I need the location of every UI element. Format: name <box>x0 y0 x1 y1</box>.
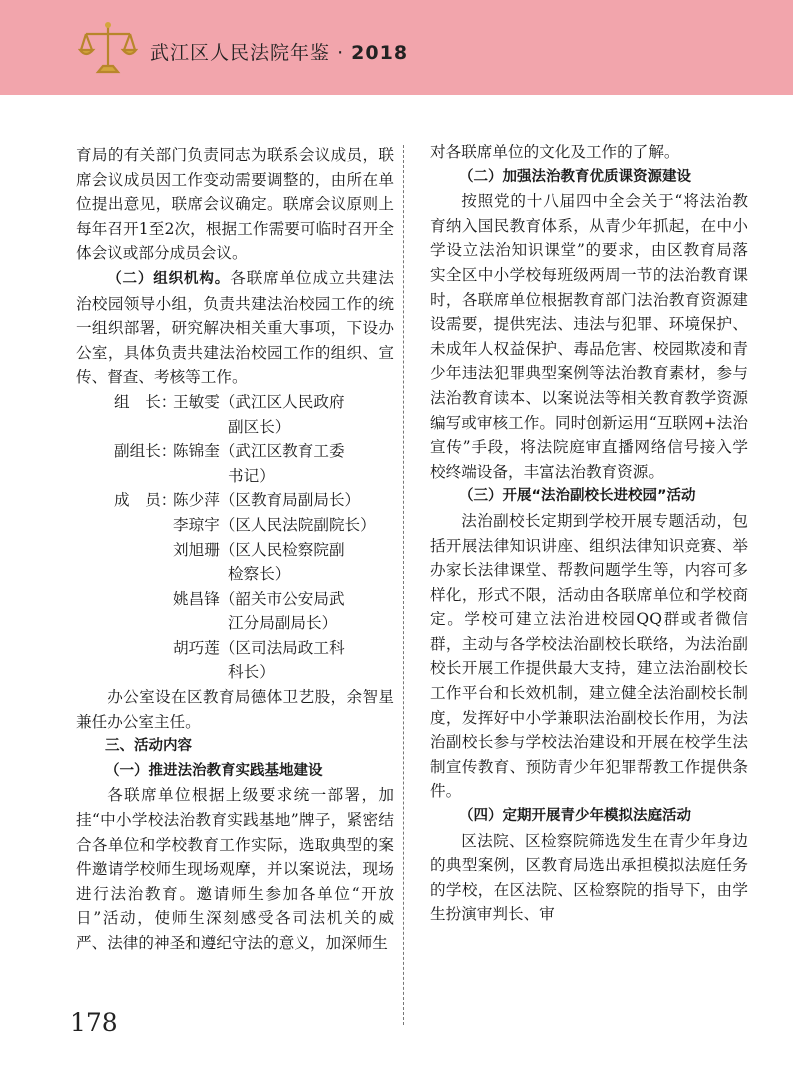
member-list <box>76 390 394 685</box>
paragraph: 对各联席单位的文化及工作的了解。 <box>430 143 680 161</box>
subheading: （二）组织机构。 <box>107 270 231 287</box>
page-number: 178 <box>70 1008 118 1037</box>
member-row: 姚昌锋（韶关市公安局武 江分局副局长） <box>173 589 345 633</box>
header-banner <box>0 0 793 95</box>
column-divider <box>403 145 404 1025</box>
scales-of-justice-icon <box>78 20 138 76</box>
member-row: 组 长： 王敏雯（武江区人民政府 副区长） <box>114 392 345 436</box>
subheading: （四）定期开展青少年模拟法庭活动 <box>459 808 691 825</box>
subheading: （二）加强法治教育优质课资源建设 <box>459 168 691 185</box>
right-column <box>430 140 748 927</box>
member-row: 成 员： 陈少萍（区教育局副局长） <box>114 491 361 510</box>
member-row: 李琼宇（区人民法院副院长） <box>173 515 376 534</box>
left-column <box>76 143 394 956</box>
member-row: 胡巧莲（区司法局政工科 科长） <box>173 638 345 682</box>
paragraph: 办公室设在区教育局德体卫艺股，余智星兼任办公室主任。 <box>76 688 394 731</box>
member-row: 副组长： 陈锦奎（武江区教育工委 书记） <box>114 442 345 485</box>
member-row: 刘旭珊（区人民检察院副 检察长） <box>173 540 345 584</box>
paragraph: 按照党的十八届四中全会关于“将法治教育纳入国民教育体系，从青少年抓起，在中小学设立法治知识课堂”的要求，由区教育局落实全区中小学校每班级两周一节的法治教育课时，各联席单位根据教育部门法治教育资源建设需要，提供宪法、违法与犯罪、环境保护、未成年人权益保护、毒品危害、校园欺凌和青少年违法犯罪典型案例等法治教育素材，参与法治教育读本、以案说法等相关教育教学资源编写或审核工作。同时创新运用“互联网+法治宣传”手段，将法院庭审直播网络信号接入学校终端设备，丰富法治教育资源。 <box>430 192 748 481</box>
section-heading: 三、活动内容 <box>105 738 192 755</box>
paragraph-organization: （二）组织机构。各联席单位成立共建法治校园领导小组，负责共建法治校园工作的统一组织部署，研究解决相关重大事项，下设办公室，具体负责共建法治校园工作的组织、宣传、督查、考核等工作。 <box>76 268 394 387</box>
book-title: 武江区人民法院年鉴 · 2018 <box>150 42 409 64</box>
paragraph: 各联席单位根据上级要求统一部署，加挂“中小学校法治教育实践基地”牌子，紧密结合各单位和学校教育工作实际，选取典型的案件邀请学校师生现场观摩，并以案说法，现场进行法治教育。邀请师生参加各单位“开放日”活动，使师生深刻感受各司法机关的威严、法律的神圣和遵纪守法的意义，加深师生 <box>76 786 394 952</box>
paragraph: 法治副校长定期到学校开展专题活动，包括开展法律知识讲座、组织法律知识竞赛、举办家长法律课堂、帮教问题学生等，内容可多样化，形式不限，活动由各联席单位和学校商定。学校可建立法治进校园QQ群或者微信群，主动与各学校法治副校长联络，为法治副校长开展工作提供最大支持，建立法治副校长工作平台和长效机制，建立健全法治副校长制度，发挥好中小学兼职法治副校长作用，为法治副校长参与学校法治建设和开展在校学生法制宣传教育、预防青少年犯罪帮教工作提供条件。 <box>430 511 748 801</box>
paragraph: 育局的有关部门负责同志为联系会议成员，联席会议成员因工作变动需要调整的，由所在单位提出意见，联席会议确定。联席会议原则上每年召开1至2次，根据工作需要可临时召开全体会议或部分成员会议。 <box>76 146 394 263</box>
subheading: （三）开展“法治副校长进校园”活动 <box>459 488 696 505</box>
subheading: （一）推进法治教育实践基地建设 <box>105 762 323 779</box>
paragraph: 区法院、区检察院筛选发生在青少年身边的典型案例，区教育局选出承担模拟法庭任务的学校，在区法院、区检察院的指导下，由学生扮演审判长、审 <box>430 831 748 924</box>
